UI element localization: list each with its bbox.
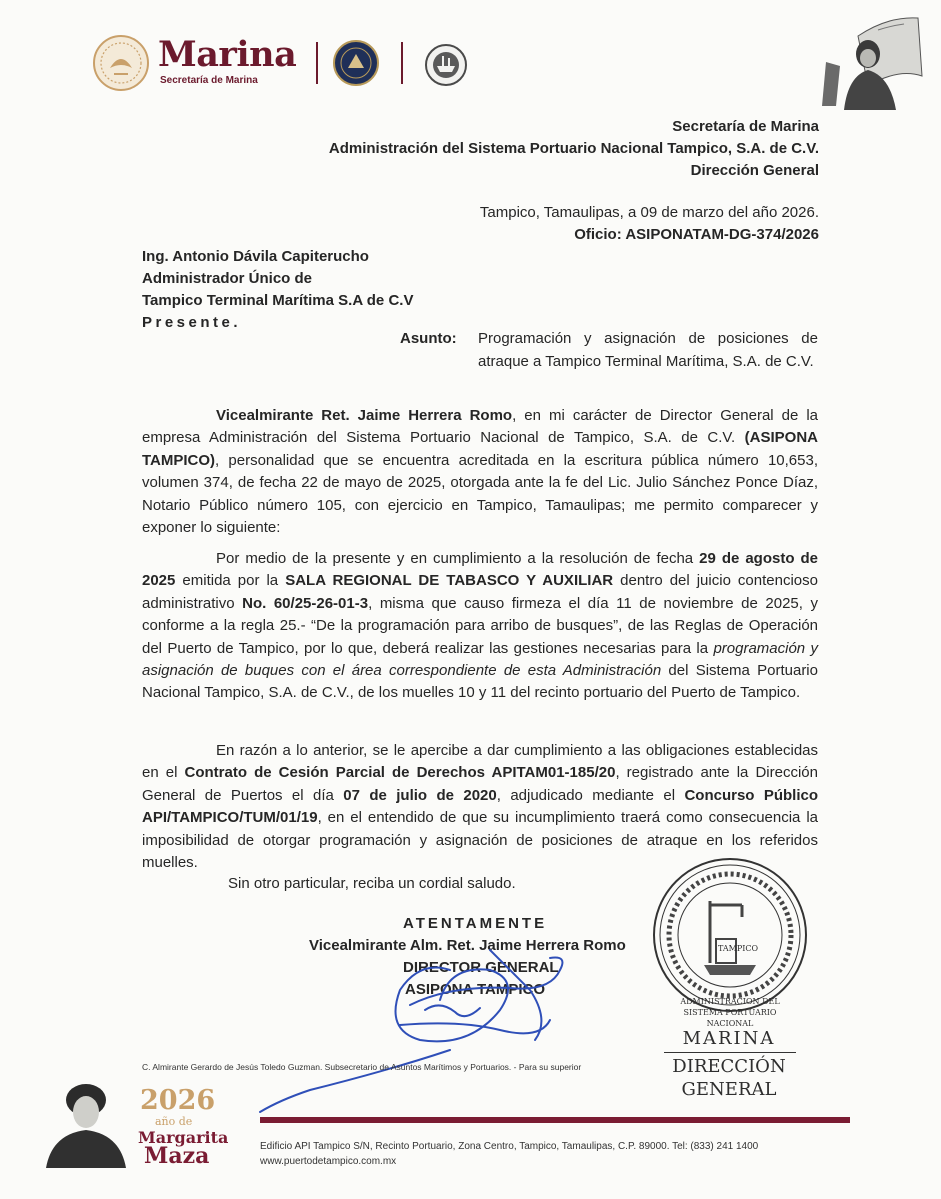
- stamp-direccion: DIRECCIÓN: [672, 1056, 786, 1077]
- p3-text-d: , en el entendido de que su incumplimiento traerá como consecuencia la imposibilidad de otorgar programación y asignación de posiciones de atraque en los referidos muelles.: [142, 809, 818, 872]
- paragraph-2: [142, 548, 818, 705]
- p2-expediente: No. 60/25-26-01-3: [242, 594, 369, 612]
- brand-title: Marina: [158, 34, 297, 75]
- asunto-text: Programación y asignación de posiciones de atraque a Tampico Terminal Marítima, S.A. de C.V.: [478, 330, 818, 370]
- marina-emblem: [92, 34, 150, 92]
- p2-text-c: dentro del juicio contencioso administrativo: [142, 572, 818, 612]
- margarita-portrait-icon: [38, 1078, 134, 1168]
- p2-sala: SALA REGIONAL DE TABASCO Y AUXILIAR: [285, 572, 614, 590]
- marina-seal-icon: [333, 40, 379, 86]
- heading-direccion: Dirección General: [690, 162, 819, 179]
- asunto-label: Asunto:: [400, 330, 457, 347]
- p3-text-a: En razón a lo anterior, se le apercibe a dar cumplimiento a las obligaciones establecidas en el: [142, 742, 818, 782]
- recipient-company: Tampico Terminal Marítima S.A de C.V: [142, 292, 414, 309]
- heading-secretaria: Secretaría de Marina: [672, 118, 819, 135]
- recipient-presente: Presente.: [142, 314, 242, 331]
- footer-rule: [260, 1117, 850, 1123]
- p2-date: 29 de agosto de 2025: [142, 550, 818, 590]
- p2-italic: programación y asignación de buques con el área correspondiente de esta Administración: [142, 639, 818, 680]
- p2-text-e: del Sistema Portuario Nacional Tampico, S.A. de C.V., de los muelles 10 y 11 del recinto portuario del Puerto de Tampico.: [142, 662, 818, 702]
- p3-text-c: , adjudicado mediante el: [496, 786, 685, 804]
- signature-name: Vicealmirante Alm. Ret. Jaime Herrera Romo: [309, 937, 626, 954]
- p1-text-a: , en mi carácter de Director General de la empresa Administración del Sistema Portuario Nacional de Tampico, S.A. de C.V.: [142, 407, 819, 447]
- signature-title: DIRECTOR GENERAL: [403, 959, 559, 976]
- paragraph-1: [142, 405, 818, 539]
- port-logo-icon: [425, 44, 467, 86]
- oficio-number: Oficio: ASIPONATAM-DG-374/2026: [574, 226, 819, 243]
- closing-line: Sin otro particular, reciba un cordial saludo.: [228, 875, 516, 892]
- p3-date: 07 de julio de 2020: [343, 786, 497, 804]
- header-divider: [316, 42, 318, 84]
- stamp-rule: [664, 1052, 796, 1053]
- seal-inner-text: TAMPICO: [718, 944, 759, 953]
- stamp-marina: MARINA: [682, 1028, 776, 1049]
- official-seal: [650, 855, 810, 1015]
- p2-text-b: emitida por la: [175, 572, 286, 590]
- p3-concurso: Concurso Público API/TAMPICO/TUM/01/19: [142, 786, 819, 827]
- p1-text-b: , personalidad que se encuentra acreditada en la escritura pública número 10,653, volumen 374, de fecha 22 de mayo de 2025, otorgada ante la fe del Lic. Julio Sánchez Ponce Díaz, Notario Público número 105, con ejercicio en Tampico, Tamaulipas; me permito comparecer y exponer lo siguiente:: [142, 451, 818, 537]
- signature-org: ASIPONA TAMPICO: [405, 981, 546, 998]
- footer-year-sub: año de: [155, 1115, 193, 1128]
- header-divider-2: [401, 42, 403, 84]
- flag-portrait-icon: [818, 6, 926, 112]
- p2-text-d: , misma que causo firmeza el día 11 de noviembre de 2025, y conforme a la regla 25.- “De la programación para arribo de busques”, de las Reglas de Operación del Puerto de Tampico, por lo que, deberá realizar las gestiones necesarias para la: [142, 594, 818, 657]
- recipient-role: Administrador Único de: [142, 270, 313, 287]
- stamp-general: GENERAL: [681, 1079, 777, 1100]
- p2-text-a: Por medio de la presente y en cumplimiento a la resolución de fecha: [216, 550, 700, 567]
- heading-administracion: Administración del Sistema Portuario Nacional Tampico, S.A. de C.V.: [328, 140, 819, 157]
- p1-asipona: (ASIPONA TAMPICO): [142, 429, 818, 469]
- footer-address: Edificio API Tampico S/N, Recinto Portuario, Zona Centro, Tampico, Tamaulipas, C.P. 89000. Tel: (833) 241 1400: [260, 1141, 759, 1152]
- recipient-name: Ing. Antonio Dávila Capiterucho: [142, 248, 369, 265]
- p3-text-b: , registrado ante la Dirección General de Puertos el día: [142, 764, 818, 804]
- p1-signer: Vicealmirante Ret. Jaime Herrera Romo: [216, 407, 513, 424]
- p3-contrato: Contrato de Cesión Parcial de Derechos APITAM01-185/20: [184, 764, 616, 782]
- footer-name-2: Maza: [144, 1143, 210, 1169]
- seal-ring-text: ADMINISTRACION DEL SISTEMA PORTUARIO NACIONAL: [680, 997, 780, 1028]
- place-date: Tampico, Tamaulipas, a 09 de marzo del año 2026.: [479, 204, 819, 221]
- handwritten-signature: [250, 930, 630, 1120]
- footer-name-1: Margarita: [138, 1128, 229, 1147]
- footer-website: www.puertodetampico.com.mx: [260, 1156, 397, 1167]
- ccp-line: C. Almirante Gerardo de Jesús Toledo Guzman. Subsecretario de Asuntos Marítimos y Portuarios. - Para su superior: [142, 1062, 582, 1072]
- footer-year: 2026: [140, 1085, 216, 1116]
- signature-atentamente: ATENTAMENTE: [403, 915, 548, 932]
- brand-subtitle: Secretaría de Marina: [160, 75, 258, 86]
